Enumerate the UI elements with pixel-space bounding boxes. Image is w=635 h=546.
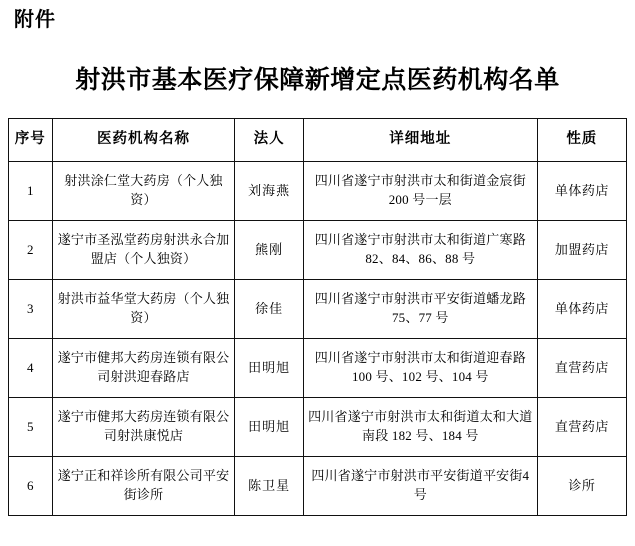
table-body <box>9 162 627 516</box>
cell-type: 诊所 <box>537 457 626 516</box>
cell-legal-person: 田明旭 <box>235 339 304 398</box>
cell-type: 加盟药店 <box>537 221 626 280</box>
table-row <box>9 162 627 221</box>
institutions-table <box>8 118 627 516</box>
table-row <box>9 339 627 398</box>
cell-type: 直营药店 <box>537 398 626 457</box>
cell-legal-person: 陈卫星 <box>235 457 304 516</box>
table-row <box>9 398 627 457</box>
column-header-type: 性质 <box>537 119 626 162</box>
cell-address: 四川省遂宁市射洪市太和街道太和大道南段 182 号、184 号 <box>303 398 537 457</box>
cell-institution-name: 射洪涂仁堂大药房（个人独资） <box>52 162 235 221</box>
column-header-name: 医药机构名称 <box>52 119 235 162</box>
table-header-row <box>9 119 627 162</box>
cell-index: 3 <box>9 280 53 339</box>
cell-institution-name: 遂宁市健邦大药房连锁有限公司射洪康悦店 <box>52 398 235 457</box>
cell-institution-name: 射洪市益华堂大药房（个人独资） <box>52 280 235 339</box>
cell-type: 直营药店 <box>537 339 626 398</box>
cell-address: 四川省遂宁市射洪市平安街道平安街4 号 <box>303 457 537 516</box>
cell-type: 单体药店 <box>537 280 626 339</box>
cell-index: 5 <box>9 398 53 457</box>
cell-address: 四川省遂宁市射洪市平安街道蟠龙路75、77 号 <box>303 280 537 339</box>
column-header-address: 详细地址 <box>303 119 537 162</box>
attachment-label: 附件 <box>14 9 56 31</box>
cell-legal-person: 刘海燕 <box>235 162 304 221</box>
cell-index: 2 <box>9 221 53 280</box>
cell-institution-name: 遂宁正和祥诊所有限公司平安街诊所 <box>52 457 235 516</box>
cell-legal-person: 徐佳 <box>235 280 304 339</box>
cell-address: 四川省遂宁市射洪市太和街道广寒路82、84、86、88 号 <box>303 221 537 280</box>
table-row <box>9 280 627 339</box>
cell-index: 6 <box>9 457 53 516</box>
column-header-index: 序号 <box>9 119 53 162</box>
table-row <box>9 221 627 280</box>
cell-index: 1 <box>9 162 53 221</box>
cell-institution-name: 遂宁市圣泓堂药房射洪永合加盟店（个人独资） <box>52 221 235 280</box>
cell-type: 单体药店 <box>537 162 626 221</box>
cell-legal-person: 田明旭 <box>235 398 304 457</box>
column-header-legal-person: 法人 <box>235 119 304 162</box>
cell-index: 4 <box>9 339 53 398</box>
table-header <box>9 119 627 162</box>
cell-institution-name: 遂宁市健邦大药房连锁有限公司射洪迎春路店 <box>52 339 235 398</box>
cell-address: 四川省遂宁市射洪市太和街道金宸街200 号一层 <box>303 162 537 221</box>
cell-legal-person: 熊刚 <box>235 221 304 280</box>
table-row <box>9 457 627 516</box>
cell-address: 四川省遂宁市射洪市太和街道迎春路100 号、102 号、104 号 <box>303 339 537 398</box>
page-title: 射洪市基本医疗保障新增定点医药机构名单 <box>75 66 560 94</box>
